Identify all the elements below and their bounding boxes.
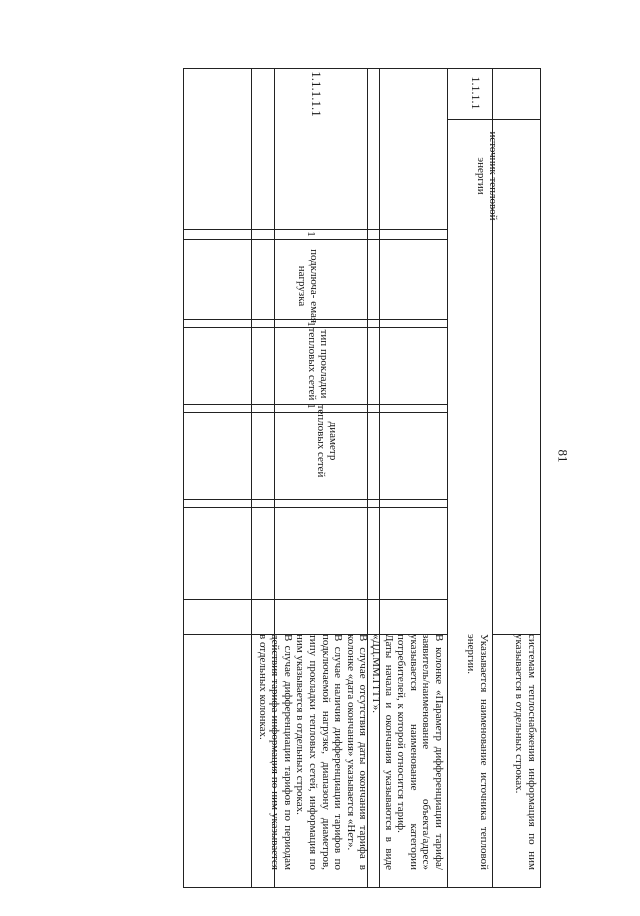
sub-row-number: 1.1.1.1.1	[309, 71, 324, 117]
col-divider	[251, 69, 252, 887]
col-divider	[447, 69, 448, 887]
col1-num: 1	[305, 231, 317, 237]
row-divider	[184, 599, 447, 600]
col1-label: подключа- емая нагрузка	[296, 249, 320, 323]
note-p2: Даты начала и окончания указываются в виде «ДД.ММ.ГГГГ».	[370, 634, 395, 870]
row-divider	[447, 119, 540, 120]
source-row-note: Указывается наименование источника тепловой энергии.	[465, 634, 490, 870]
page-number: 81	[555, 449, 571, 463]
col2-num: 1	[305, 321, 317, 327]
row-divider	[184, 507, 447, 508]
col3-label: диаметр тепловых сетей	[315, 404, 339, 478]
top-note: системам теплоснабжения информация по ним указывается в отдельных строках.	[513, 634, 538, 870]
source-row-number: 1.1.1.1	[469, 76, 483, 110]
note-p3: В случае отсутствия даты окончания тарифа в колонке «дата окончания» указывается «Нет».	[344, 634, 370, 870]
note-p5: В случае дифференциации тарифов по периодам действия тарифа информация по ним указывается в отдельных колонках.	[256, 634, 294, 870]
note-p4: В случае наличия дифференциации тарифов по подключаемой нагрузке, диапазону диаметров, типу прокладки тепловых сетей, информация по ним указывается в отдельных строках.	[294, 634, 345, 870]
row-divider	[184, 499, 447, 500]
source-row-name: источник тепловой энергии	[475, 131, 499, 221]
sub-row-note	[256, 634, 445, 870]
col3-num: 1	[305, 403, 317, 409]
note-p1: В колонке «Параметр дифференциации тарифа/заявитель/наименование объекта/адрес» указывается наименование категории потребителей, к которой относится тариф.	[395, 634, 445, 870]
col2-label: тип прокладки тепловых сетей	[306, 327, 330, 401]
